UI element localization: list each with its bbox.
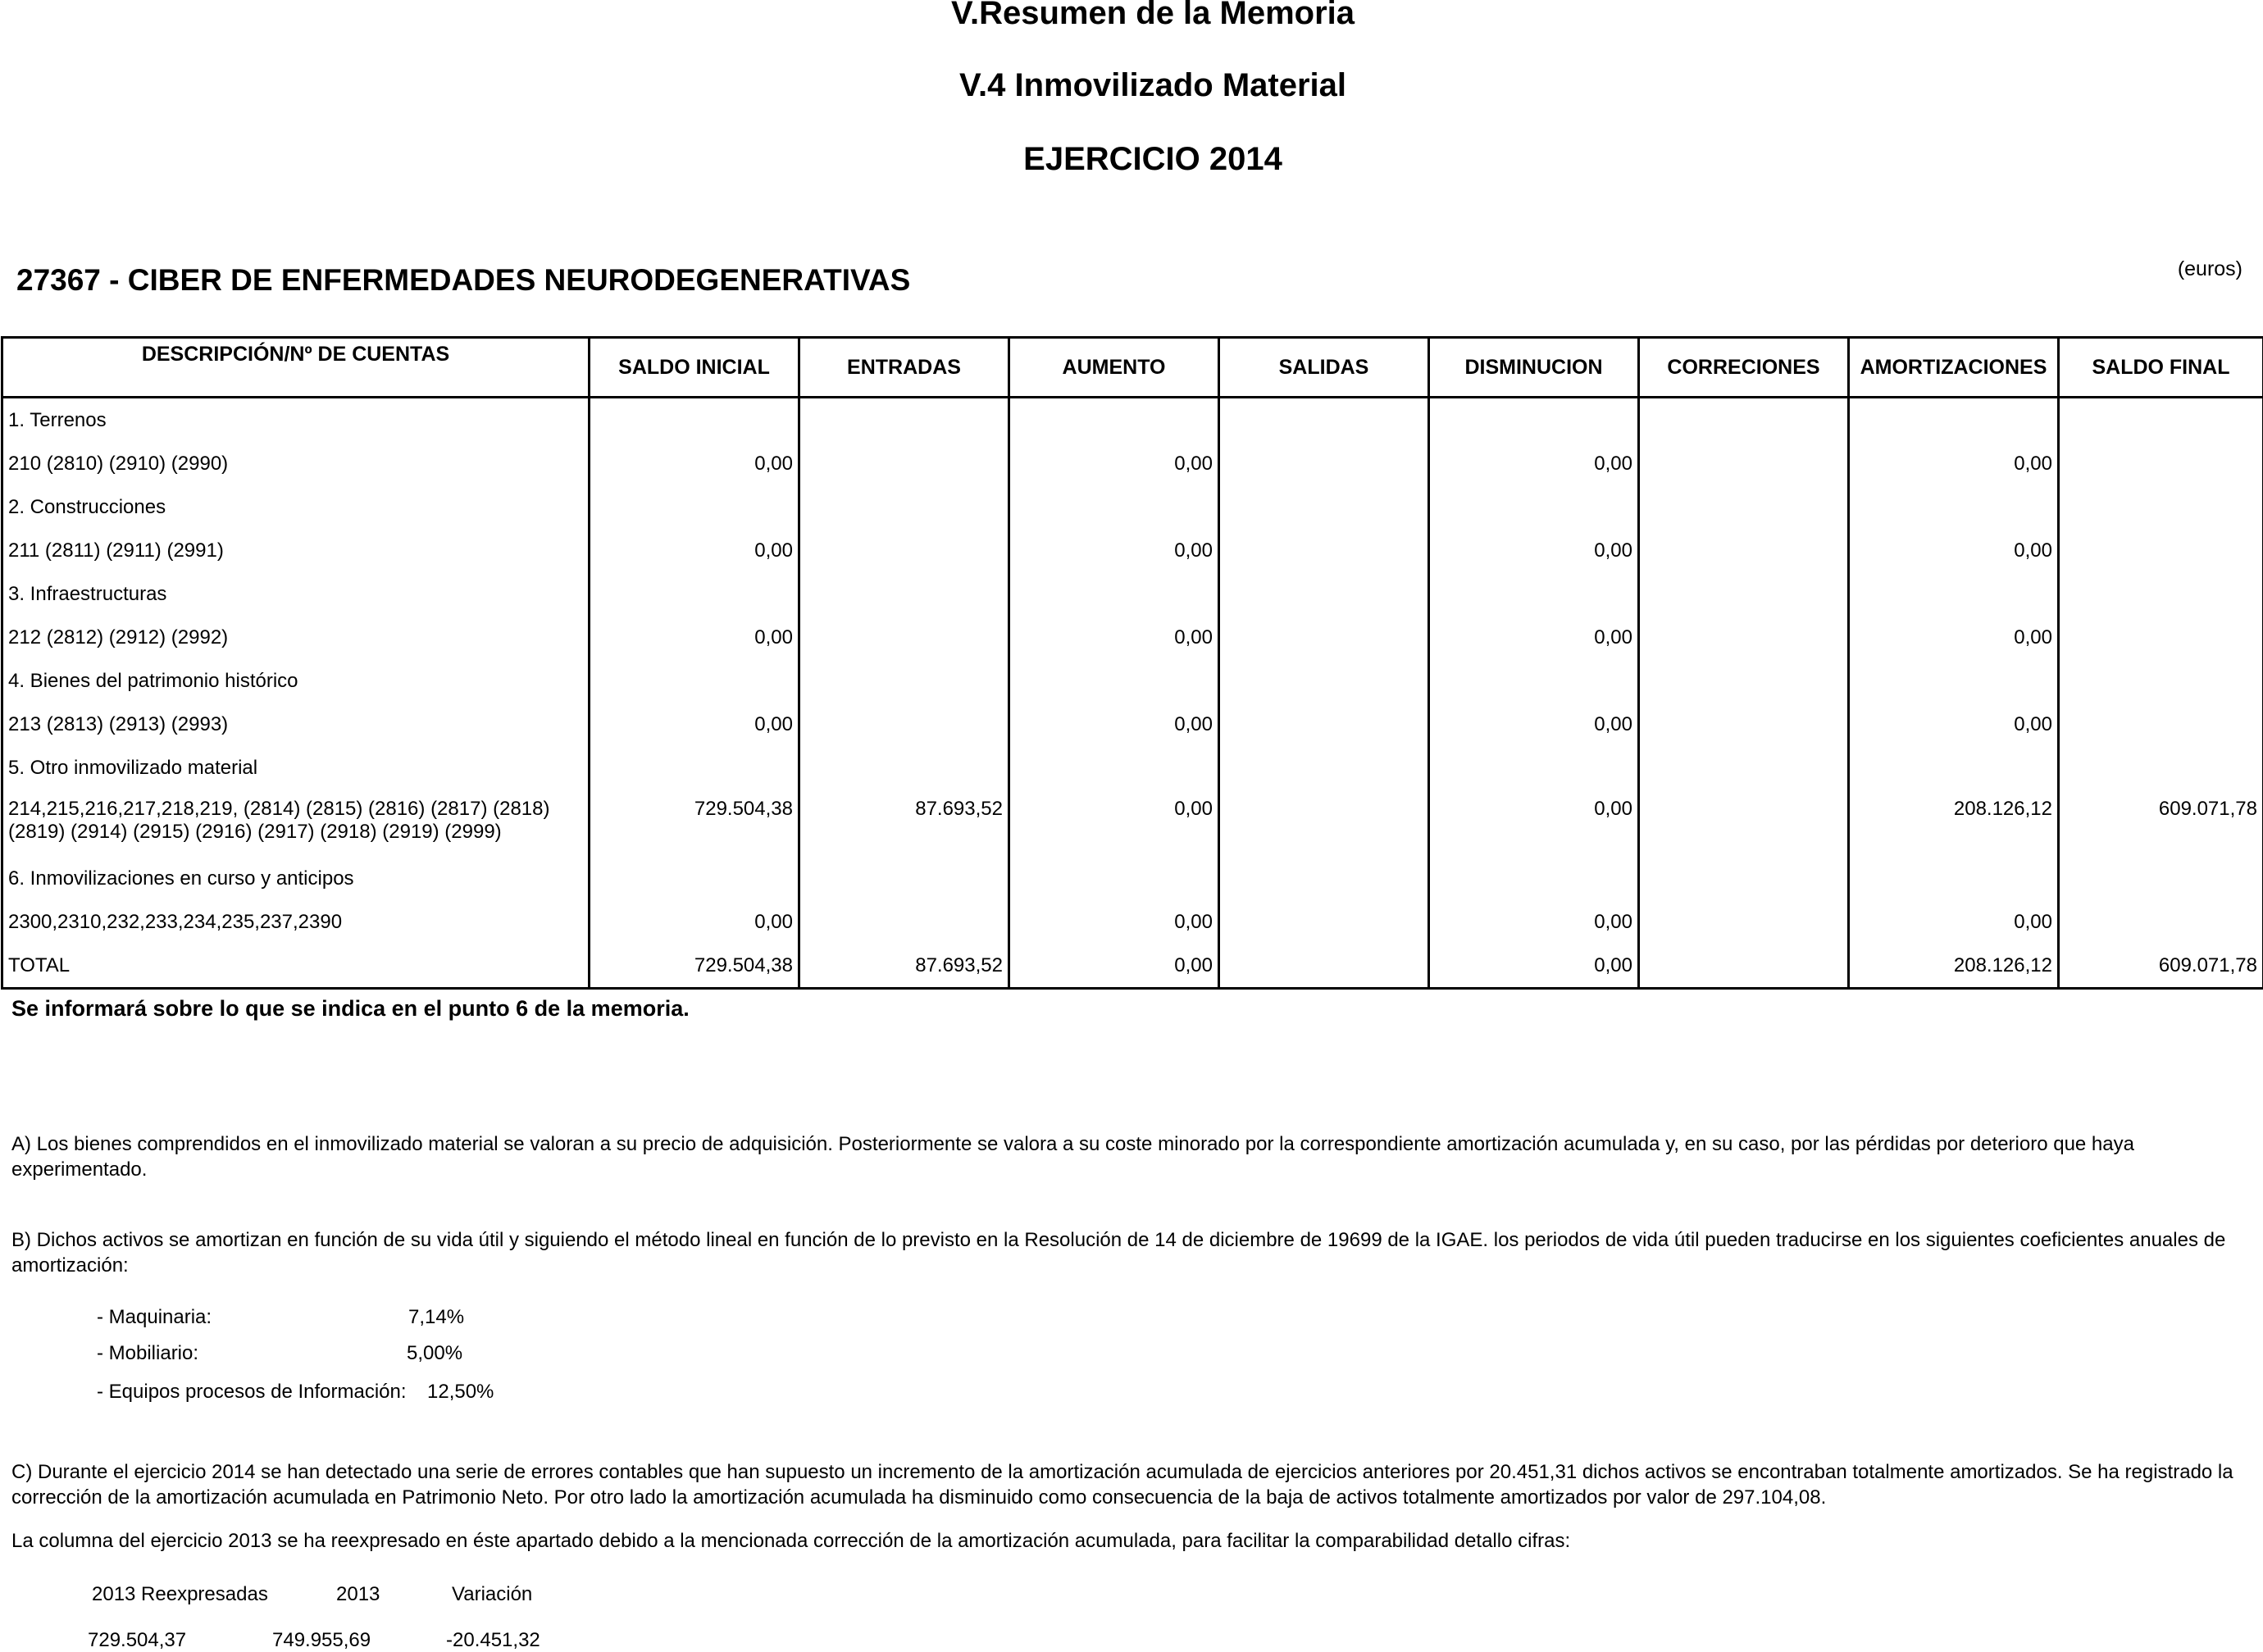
table-total-row [2,944,2263,989]
column-header-amortizaciones: AMORTIZACIONES [1849,338,2059,398]
paragraph-b: B) Dichos activos se amortizan en función de su vida útil y siguiendo el método lineal en función de lo previsto en la Resolución de 14 de diciembre de 19699 de la IGAE. los periodos de vida útil pueden traducirse en los siguientes coeficientes anuales de amortización: [11,1229,2226,1277]
table-cell [799,857,1009,900]
row-label: 212 (2812) (2912) (2992) [2,616,590,659]
paragraph-c: C) Durante el ejercicio 2014 se han detectado una serie de errores contables que han supuesto un incremento de la amortización acumulada de ejercicios anteriores por 20.451,31 dichos activos se encontraban totalmente amortizados. Se ha registrado la corrección de la amortización acumulada en Patrimonio Neto. Por otro lado la amortización acumulada ha disminuido como consecuencia de la baja de activos totalmente amortizados por valor de 297.104,08. [11,1461,2233,1509]
table-cell [1219,442,1429,485]
coefficient-label: - Maquinaria: [97,1306,212,1328]
table-cell: 0,00 [590,900,799,944]
table-cell: 0,00 [1429,529,1639,572]
table-cell [1639,572,1849,616]
table-cell: 609.071,78 [2059,790,2263,857]
table-cell [1429,398,1639,443]
column-header-disminucion: DISMINUCION [1429,338,1639,398]
table-row [2,746,2263,790]
table-cell: 729.504,38 [590,790,799,857]
restated-value-variacion: -20.451,32 [446,1629,540,1651]
table-cell [1639,529,1849,572]
table-header-row [2,338,2263,398]
row-label: 6. Inmovilizaciones en curso y anticipos [2,857,590,900]
table-row [2,703,2263,746]
table-row [2,790,2263,857]
table-cell [1009,572,1219,616]
table-row [2,485,2263,529]
column-header-saldo-final: SALDO FINAL [2059,338,2263,398]
table-cell [1639,746,1849,790]
table-cell [1849,746,2059,790]
column-header-salidas: SALIDAS [1219,338,1429,398]
column-header-entradas: ENTRADAS [799,338,1009,398]
table-cell [1639,616,1849,659]
table-cell [2059,659,2263,703]
coefficient-value: 5,00% [407,1342,463,1364]
table-cell [1219,746,1429,790]
table-cell [1009,485,1219,529]
table-cell [1849,857,2059,900]
table-cell [2059,398,2263,443]
row-label: TOTAL [2,944,590,989]
table-cell [2059,529,2263,572]
section-title: V.4 Inmovilizado Material [958,67,1346,103]
table-cell [2059,485,2263,529]
table-cell [1219,944,1429,989]
table-row [2,616,2263,659]
table-cell [799,703,1009,746]
row-label: 4. Bienes del patrimonio histórico [2,659,590,703]
table-cell [1849,572,2059,616]
table-cell: 208.126,12 [1849,790,2059,857]
table-cell [590,746,799,790]
column-header-aumento: AUMENTO [1009,338,1219,398]
table-cell [799,746,1009,790]
table-cell: 0,00 [1429,703,1639,746]
restated-header-2013-reexpresadas: 2013 Reexpresadas [92,1583,268,1605]
table-cell [2059,900,2263,944]
table-cell: 0,00 [1429,944,1639,989]
table-cell: 0,00 [1009,703,1219,746]
table-cell: 0,00 [1429,442,1639,485]
table-cell: 0,00 [590,442,799,485]
table-cell [799,398,1009,443]
table-cell [799,529,1009,572]
row-label: 211 (2811) (2911) (2991) [2,529,590,572]
table-cell [799,485,1009,529]
table-cell [1429,746,1639,790]
fiscal-year-title: EJERCICIO 2014 [1023,141,1282,177]
table-cell [1219,857,1429,900]
units-label: (euros) [2177,257,2243,280]
table-cell: 729.504,38 [590,944,799,989]
table-cell: 0,00 [1849,616,2059,659]
row-label: 214,215,216,217,218,219, (2814) (2815) (2816) (2817) (2818) (2819) (2914) (2915) (2916) (2917) (2918) (2919) (2999) [2,790,590,857]
table-cell [1849,485,2059,529]
coefficient-label: - Equipos procesos de Información: [97,1381,407,1403]
row-label: 2. Construcciones [2,485,590,529]
table-cell: 609.071,78 [2059,944,2263,989]
column-header-description: DESCRIPCIÓN/Nº DE CUENTAS [2,338,590,398]
paragraph-a: A) Los bienes comprendidos en el inmovilizado material se valoran a su precio de adquisición. Posteriormente se valora a su coste minorado por la correspondiente amortización acumulada y, en su caso, por las pérdidas por deterioro que haya experimentado. [11,1133,2134,1181]
table-cell [1639,485,1849,529]
table-cell: 0,00 [590,529,799,572]
table-cell: 87.693,52 [799,944,1009,989]
table-cell [1219,900,1429,944]
table-cell [2059,572,2263,616]
entity-name: 27367 - CIBER DE ENFERMEDADES NEURODEGENERATIVAS [16,263,911,297]
table-cell [1429,485,1639,529]
table-cell: 0,00 [1849,900,2059,944]
table-cell [1639,659,1849,703]
table-cell [1639,398,1849,443]
table-cell [1639,703,1849,746]
restated-header-variacion: Variación [452,1583,533,1605]
table-row [2,659,2263,703]
table-cell [1849,398,2059,443]
table-cell [1219,572,1429,616]
table-cell: 0,00 [1429,616,1639,659]
table-cell: 0,00 [1849,529,2059,572]
table-cell: 0,00 [1009,790,1219,857]
coefficient-label: - Mobiliario: [97,1342,199,1364]
table-cell: 0,00 [590,616,799,659]
row-label: 5. Otro inmovilizado material [2,746,590,790]
table-cell [1219,703,1429,746]
column-header-correciones: CORRECIONES [1639,338,1849,398]
table-row [2,572,2263,616]
table-cell [1009,659,1219,703]
table-row [2,529,2263,572]
table-cell: 0,00 [1429,790,1639,857]
table-cell: 208.126,12 [1849,944,2059,989]
table-cell [590,572,799,616]
coefficient-value: 12,50% [427,1381,494,1403]
table-cell: 0,00 [1429,900,1639,944]
table-cell [799,442,1009,485]
table-cell [1429,659,1639,703]
table-cell [1849,659,2059,703]
table-cell: 0,00 [1849,442,2059,485]
table-cell [1219,659,1429,703]
table-cell [1219,529,1429,572]
table-cell [590,398,799,443]
row-label: 210 (2810) (2910) (2990) [2,442,590,485]
coefficient-value: 7,14% [408,1306,465,1328]
document-title: V.Resumen de la Memoria [950,0,1355,31]
table-cell [1219,398,1429,443]
table-cell [2059,746,2263,790]
table-cell [1429,857,1639,900]
table-row [2,900,2263,944]
table-cell [799,616,1009,659]
table-cell: 0,00 [1009,944,1219,989]
row-label: 2300,2310,232,233,234,235,237,2390 [2,900,590,944]
table-cell [1429,572,1639,616]
table-cell [1009,398,1219,443]
fixed-assets-table [1,336,2263,990]
table-cell [1639,442,1849,485]
restated-header-2013: 2013 [336,1583,380,1605]
column-header-saldo-inicial: SALDO INICIAL [590,338,799,398]
table-cell: 0,00 [1849,703,2059,746]
table-cell: 87.693,52 [799,790,1009,857]
table-cell: 0,00 [1009,442,1219,485]
table-cell [1639,857,1849,900]
table-cell: 0,00 [1009,900,1219,944]
table-cell [1639,900,1849,944]
row-label: 3. Infraestructuras [2,572,590,616]
table-cell [2059,857,2263,900]
table-cell: 0,00 [1009,616,1219,659]
table-cell [1219,616,1429,659]
table-cell [1219,790,1429,857]
table-cell [2059,616,2263,659]
table-cell [1639,790,1849,857]
table-cell [2059,703,2263,746]
table-cell [1009,746,1219,790]
table-cell [1219,485,1429,529]
table-row [2,857,2263,900]
table-cell [799,659,1009,703]
table-cell [1009,857,1219,900]
table-cell [590,857,799,900]
table-cell [799,572,1009,616]
table-cell [590,485,799,529]
table-row [2,442,2263,485]
table-cell: 0,00 [590,703,799,746]
row-label: 1. Terrenos [2,398,590,443]
paragraph-d: La columna del ejercicio 2013 se ha reexpresado en éste apartado debido a la mencionada corrección de la amortización acumulada, para facilitar la comparabilidad detallo cifras: [11,1530,1571,1552]
table-row [2,398,2263,443]
table-cell [2059,442,2263,485]
table-cell [799,900,1009,944]
memory-note: Se informará sobre lo que se indica en el punto 6 de la memoria. [11,996,690,1021]
restated-value-2013-reexpresadas: 729.504,37 [88,1629,187,1651]
restated-value-2013: 749.955,69 [272,1629,371,1651]
table-cell [590,659,799,703]
table-cell [1639,944,1849,989]
row-label: 213 (2813) (2913) (2993) [2,703,590,746]
table-cell: 0,00 [1009,529,1219,572]
